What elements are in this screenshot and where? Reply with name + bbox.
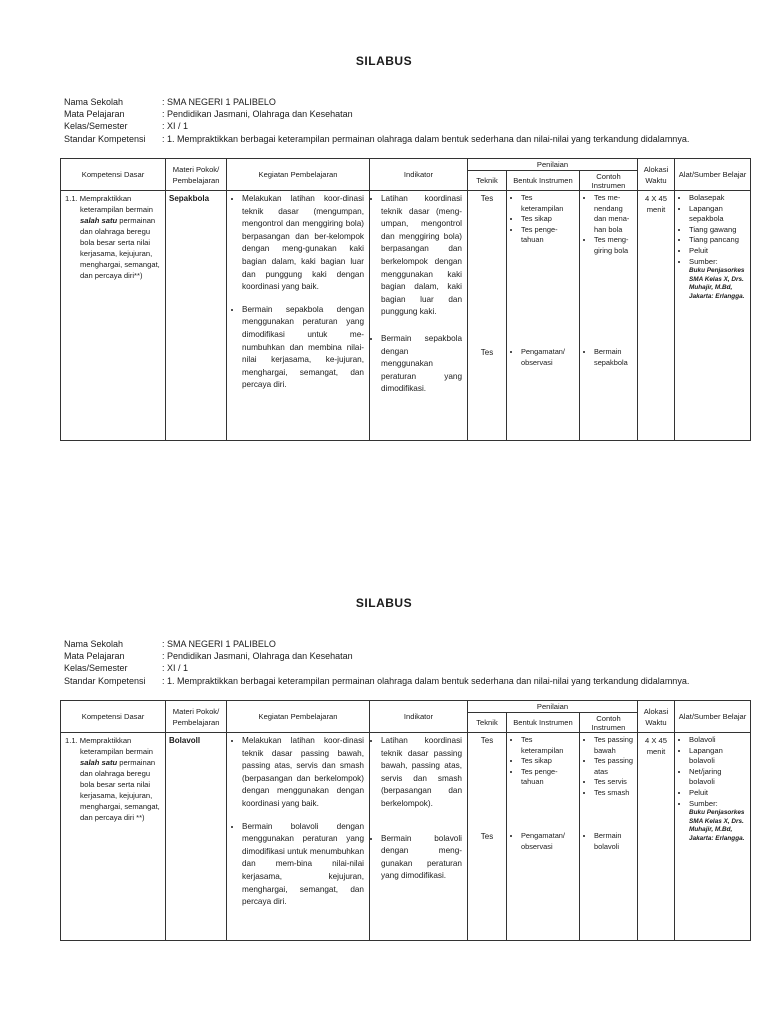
sumber-reference: Buku Penjasorkes SMA Kelas X, Drs. Muhajir, M.Bd, Jakarta: Erlangga.	[689, 809, 745, 842]
list-item	[689, 257, 747, 302]
header-teknik: Teknik	[468, 713, 507, 733]
list-item: • Net/jaring bolavoli	[689, 767, 747, 788]
kegiatan-cell	[227, 191, 370, 441]
list-item: • Bermain bolavoli dengan menggunakan peraturan yang dimodifikasi untuk menumbuhkan dan mem-bina nilai-nilai kerjasama, kejujuran, menghargai, semangat, dan percaya diri.	[242, 821, 364, 909]
table-row	[61, 191, 751, 441]
list-item: • Latihan koordinasi teknik dasar (meng-umpan, mengontrol dan menggiring bola) berpasangan dan berkelompok dengan menggunakan kaki bagian dalam, kaki bagian luar dan punggung kaki.	[381, 193, 462, 319]
meta-value: : SMA NEGERI 1 PALIBELO	[162, 97, 276, 107]
kegiatan-cell	[227, 733, 370, 941]
kompetensi-text: Mempraktikkan keterampilan bermain	[79, 194, 154, 214]
list-item: • Tes meng-giring bola	[594, 235, 634, 256]
list-item: • Tiang gawang	[689, 225, 747, 236]
alat-cell	[675, 733, 751, 941]
kompetensi-number: 1.1.	[65, 736, 78, 745]
meta-label: Mata Pelajaran	[64, 651, 125, 662]
bentuk-cell	[507, 733, 580, 941]
header-alat: Alat/Sumber Belajar	[675, 701, 751, 733]
header-contoh: Contoh Instrumen	[580, 171, 638, 191]
list-item: • Tes me-nendang dan mena-han bola	[594, 193, 634, 235]
list-item: • Tes sikap	[521, 214, 576, 225]
teknik-value: Tes	[480, 832, 494, 841]
meta-row	[64, 96, 689, 108]
meta-row	[64, 662, 689, 674]
contoh-cell	[580, 733, 638, 941]
header-kompetensi: Kompetensi Dasar	[61, 159, 166, 191]
meta-label: Standar Kompetensi	[64, 133, 146, 144]
list-item: • Pengamatan/ observasi	[521, 831, 576, 852]
list-item: • Melakukan latihan koor-dinasi teknik dasar passing bawah, passing atas, servis dan smash (berpasangan dan berkelompok) dengan menggunakan dengan koordinasi yang baik.	[242, 735, 364, 811]
list-item: • Bolasepak	[689, 193, 747, 204]
meta-label: Mata Pelajaran	[64, 109, 125, 120]
materi-cell: Bolavoll	[166, 733, 227, 941]
document-title: SILABUS	[355, 54, 413, 68]
teknik-cell	[468, 733, 507, 941]
list-item: • Tes keterampilan	[521, 735, 576, 756]
list-item: • Bolavoli	[689, 735, 747, 746]
sumber-label: Sumber:	[689, 798, 718, 808]
header-teknik: Teknik	[468, 171, 507, 191]
meta-value: : Pendidikan Jasmani, Olahraga dan Kesehatan	[162, 651, 353, 662]
alat-cell	[675, 191, 751, 441]
alokasi-cell: 4 X 45 menit	[638, 191, 675, 441]
header-alokasi: Alokasi Waktu	[638, 159, 675, 191]
list-item: • Tes keterampilan	[521, 193, 576, 214]
list-item: • Latihan koordinasi teknik dasar passing bawah, passing atas, servis dan smash (berpasangan dan berkelompok).	[381, 735, 462, 811]
indikator-cell	[370, 191, 468, 441]
list-item: • Tes passing atas	[594, 756, 634, 777]
header-indikator: Indikator	[370, 701, 468, 733]
kompetensi-emphasis: salah satu	[80, 758, 118, 767]
list-item: • Tes sikap	[521, 756, 576, 767]
meta-row	[64, 638, 689, 650]
silabus-table	[60, 158, 751, 441]
meta-row	[64, 675, 689, 687]
teknik-cell	[468, 191, 507, 441]
list-item: • Bermain sepakbola	[594, 347, 634, 368]
list-item: • Lapangan bolavoli	[689, 746, 747, 767]
list-item: • Tes penge-tahuan	[521, 767, 576, 788]
silabus-table	[60, 700, 751, 941]
list-item: • Tes penge-tahuan	[521, 225, 576, 246]
contoh-cell	[580, 191, 638, 441]
silabus-section-1	[0, 52, 768, 394]
meta-row	[64, 650, 689, 662]
list-item: • Bermain sepakbola dengan menggunakan peraturan yang dimodifikasi.	[381, 333, 462, 396]
teknik-value: Tes	[480, 348, 494, 357]
list-item: • Tes smash	[594, 788, 634, 799]
header-alokasi: Alokasi Waktu	[638, 701, 675, 733]
teknik-value: Tes	[480, 736, 494, 745]
header-alat: Alat/Sumber Belajar	[675, 159, 751, 191]
header-indikator: Indikator	[370, 159, 468, 191]
materi-cell: Sepakbola	[166, 191, 227, 441]
school-info	[64, 96, 689, 145]
list-item: • Peluit	[689, 788, 747, 799]
header-materi: Materi Pokok/ Pembelajaran	[166, 701, 227, 733]
header-bentuk: Bentuk Instrumen	[507, 713, 580, 733]
kompetensi-text: permainan dan olahraga beregu bola besar serta nilai kerjasama, kejujuran, menghargai, semangat, dan percaya diri**)	[80, 216, 160, 280]
list-item: • Tiang pancang	[689, 235, 747, 246]
list-item: • Tes servis	[594, 777, 634, 788]
teknik-value: Tes	[480, 194, 494, 203]
alokasi-cell: 4 X 45 menit	[638, 733, 675, 941]
meta-label: Nama Sekolah	[64, 639, 124, 649]
meta-label: Kelas/Semester	[64, 663, 128, 674]
meta-label: Nama Sekolah	[64, 97, 124, 107]
kompetensi-cell	[61, 733, 166, 941]
header-kegiatan: Kegiatan Pembelajaran	[227, 701, 370, 733]
kompetensi-text: Mempraktikkan keterampilan bermain	[79, 736, 154, 756]
school-info	[64, 638, 689, 687]
list-item: • Bermain sepakbola dengan menggunakan peraturan yang dimodifikasi untuk me-numbuhkan dan membina nilai-nilai kerjasama, ke-jujuran, menghargai, semangat, dan percaya diri.	[242, 304, 364, 392]
kompetensi-cell	[61, 191, 166, 441]
meta-label: Kelas/Semester	[64, 121, 128, 132]
table-row	[61, 733, 751, 941]
sumber-reference: Buku Penjasorkes SMA Kelas X, Drs. Muhajir, M.Bd, Jakarta: Erlangga.	[689, 267, 745, 300]
meta-value: : 1. Mempraktikkan berbagai keterampilan permainan olahraga dalam bentuk sederhana dan nilai-nilai yang terkandung didalamnya.	[162, 675, 690, 686]
header-penilaian: Penilaian	[468, 701, 638, 713]
kompetensi-emphasis: salah satu	[80, 216, 118, 225]
kompetensi-number: 1.1.	[65, 194, 78, 203]
meta-value: : XI / 1	[162, 121, 189, 132]
sumber-label: Sumber:	[689, 256, 718, 266]
header-kompetensi: Kompetensi Dasar	[61, 701, 166, 733]
list-item: • Lapangan sepakbola	[689, 204, 747, 225]
bentuk-cell	[507, 191, 580, 441]
silabus-section-2	[0, 594, 768, 907]
meta-value: : Pendidikan Jasmani, Olahraga dan Kesehatan	[162, 109, 353, 120]
list-item	[689, 799, 747, 844]
list-item: • Peluit	[689, 246, 747, 257]
document-title: SILABUS	[355, 596, 413, 610]
header-materi: Materi Pokok/ Pembelajaran	[166, 159, 227, 191]
list-item: • Bermain bolavoli	[594, 831, 634, 852]
meta-row	[64, 133, 689, 145]
header-bentuk: Bentuk Instrumen	[507, 171, 580, 191]
meta-label: Standar Kompetensi	[64, 675, 146, 686]
meta-value: : 1. Mempraktikkan berbagai keterampilan permainan olahraga dalam bentuk sederhana dan nilai-nilai yang terkandung didalamnya.	[162, 133, 690, 144]
header-kegiatan: Kegiatan Pembelajaran	[227, 159, 370, 191]
meta-value: : SMA NEGERI 1 PALIBELO	[162, 639, 276, 649]
list-item: • Bermain bolavoli dengan meng-gunakan peraturan yang dimodifikasi.	[381, 833, 462, 883]
indikator-cell	[370, 733, 468, 941]
list-item: • Melakukan latihan koor-dinasi teknik dasar (mengumpan, mengontrol dan menggiring bola) berpasangan dan ber-kelompok dengan meng-gunakan kaki bagian dalam, kaki bagian luar dan punggung kaki dengan koordinasi yang baik.	[242, 193, 364, 294]
header-penilaian: Penilaian	[468, 159, 638, 171]
meta-value: : XI / 1	[162, 663, 189, 674]
meta-row	[64, 120, 689, 132]
list-item: • Tes passing bawah	[594, 735, 634, 756]
meta-row	[64, 108, 689, 120]
header-contoh: Contoh Instrumen	[580, 713, 638, 733]
kompetensi-text: permainan dan olahraga beregu bola besar serta nilai kerjasama, kejujuran, menghargai, semangat, dan percaya diri **)	[80, 758, 160, 822]
list-item: • Pengamatan/ observasi	[521, 347, 576, 368]
